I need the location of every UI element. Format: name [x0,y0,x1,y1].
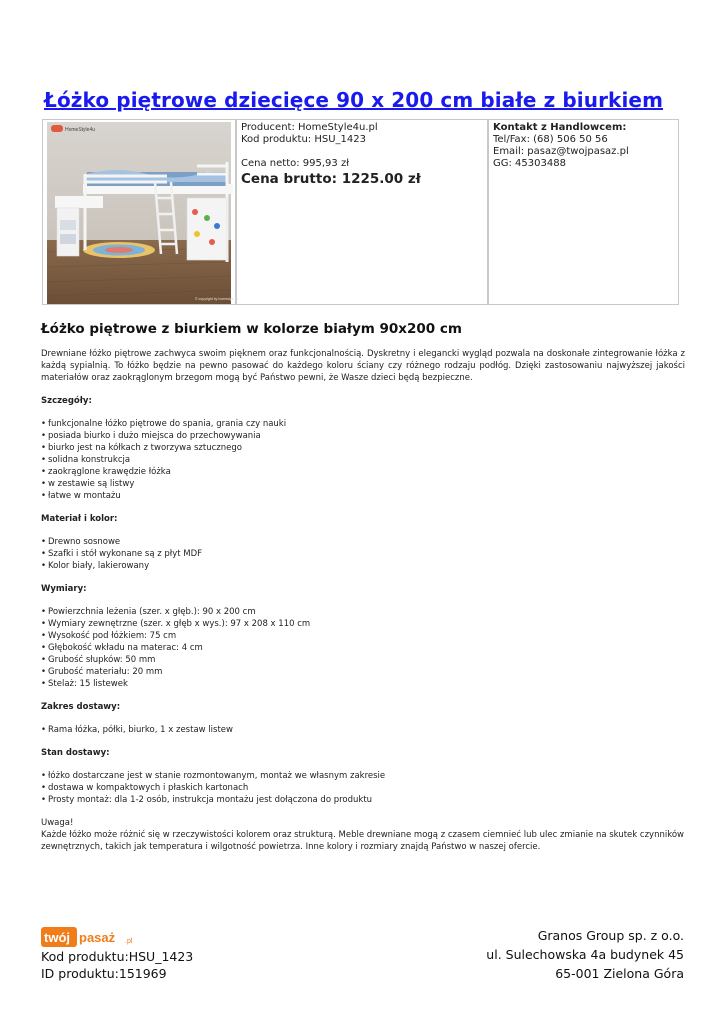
company-name: Granos Group sp. z o.o. [537,928,684,943]
footer-company [486,926,684,983]
list-item: • Wymiary zewnętrzne (szer. x głęb x wys.): 97 x 208 x 110 cm [41,618,685,630]
company-city: 65-001 Zielona Góra [555,966,684,981]
list-item: • Powierzchnia leżenia (szer. x głęb.): 90 x 200 cm [41,606,685,618]
producer-text: Producent: HomeStyle4u.pl [241,122,378,133]
description-heading: Łóżko piętrowe z biurkiem w kolorze białym 90x200 cm [41,321,462,337]
list-item: • solidna konstrukcja [41,454,685,466]
section-title: Szczegóły: [41,396,92,406]
svg-text:© copyright by homestyle4u: © copyright by homestyle4u [195,297,239,301]
twojpasaz-logo [41,926,141,948]
list-item: • w zestawie są listwy [41,478,685,490]
note-title: Uwaga! [41,818,74,828]
company-street: ul. Sulechowska 4a budynek 45 [486,947,684,962]
contact-cell [488,119,679,305]
dimensions-list [41,606,685,690]
description-intro: Drewniane łóżko piętrowe zachwyca swoim pięknem oraz funkcjonalnością. Dyskretny i elegancki wygląd pozwala na doskonałe zintegrowanie łóżka z każdą sypialnią. To łóżko będzie na pewno pasować do każdego koloru ściany czy różnego rodzaju podłóg. Dzięki zastosowaniu najwyższej jakości materiałów oraz zaokrąglonym brzegom mogą być Państwo pewni, że Wasze dzieci będą bezpieczne. [41,349,685,383]
list-item: • dostawa w kompaktowych i płaskich kartonach [41,782,685,794]
list-item: • funkcjonalne łóżko piętrowe do spania, grania czy nauki [41,418,685,430]
list-item: • zaokrąglone krawędzie łóżka [41,466,685,478]
list-item: • łóżko dostarczane jest w stanie rozmontowanym, montaż we własnym zakresie [41,770,685,782]
footer-product-id: ID produktu:151969 [41,966,167,981]
list-item: • Stelaż: 15 listewek [41,678,685,690]
list-item: • Głębokość wkładu na materac: 4 cm [41,642,685,654]
section-title: Wymiary: [41,584,87,594]
section-title: Stan dostawy: [41,748,110,758]
contact-gg: GG: 45303488 [493,158,566,169]
list-item: • Grubość materiału: 20 mm [41,666,685,678]
contact-heading: Kontakt z Handlowcem: [493,122,627,133]
svg-text:.pl: .pl [125,938,133,945]
list-item: • posiada biurko i dużo miejsca do przechowywania [41,430,685,442]
list-item: • Grubość słupków: 50 mm [41,654,685,666]
list-item: • Drewno sosnowe [41,536,685,548]
note-text: Każde łóżko może różnić się w rzeczywistości kolorem oraz strukturą. Meble drewniane mogą z czasem ciemnieć lub ulec zmianie na skutek czynników zewnętrznych, takich jak temperatura i wilgotność powietrza. Inne kolory i rozmiary znajdą Państwo w naszej ofercie. [41,830,684,852]
section-title: Zakres dostawy: [41,702,121,712]
product-info-table [42,119,679,305]
net-price-text: Cena netto: 995,93 zł [241,158,350,169]
gross-price-text: Cena brutto: 1225.00 zł [241,171,421,187]
product-code-text: Kod produktu: HSU_1423 [241,134,366,145]
list-item: • Wysokość pod łóżkiem: 75 cm [41,630,685,642]
list-item: • Szafki i stół wykonane są z płyt MDF [41,548,685,560]
svg-text:pasaż: pasaż [79,930,116,945]
list-item: • Kolor biały, lakierowany [41,560,685,572]
product-title[interactable]: Łóżko piętrowe dziecięce 90 x 200 cm białe z biurkiem [44,88,664,112]
product-details-cell [236,119,488,305]
svg-text:twój: twój [44,930,70,945]
list-item: • biurko jest na kółkach z tworzywa sztucznego [41,442,685,454]
list-item: • Prosty montaż: dla 1-2 osób, instrukcja montażu jest dołączona do produktu [41,794,685,806]
list-item: • Rama łóżka, półki, biurko, 1 x zestaw listew [41,724,685,736]
list-item: • łatwe w montażu [41,490,685,502]
contact-phone: Tel/Fax: (68) 506 50 56 [493,134,608,145]
description-content [41,348,685,853]
delivery-scope-list [41,724,685,736]
footer-product-ids [41,948,193,982]
details-list [41,418,685,502]
contact-email[interactable]: Email: pasaz@twojpasaz.pl [493,146,629,157]
svg-text:HomeStyle4u: HomeStyle4u [65,127,96,133]
material-list [41,536,685,572]
product-photo [47,122,239,304]
footer-product-code: Kod produktu:HSU_1423 [41,949,194,964]
product-image-cell [42,119,239,305]
delivery-state-list [41,770,685,806]
section-title: Materiał i kolor: [41,514,118,524]
